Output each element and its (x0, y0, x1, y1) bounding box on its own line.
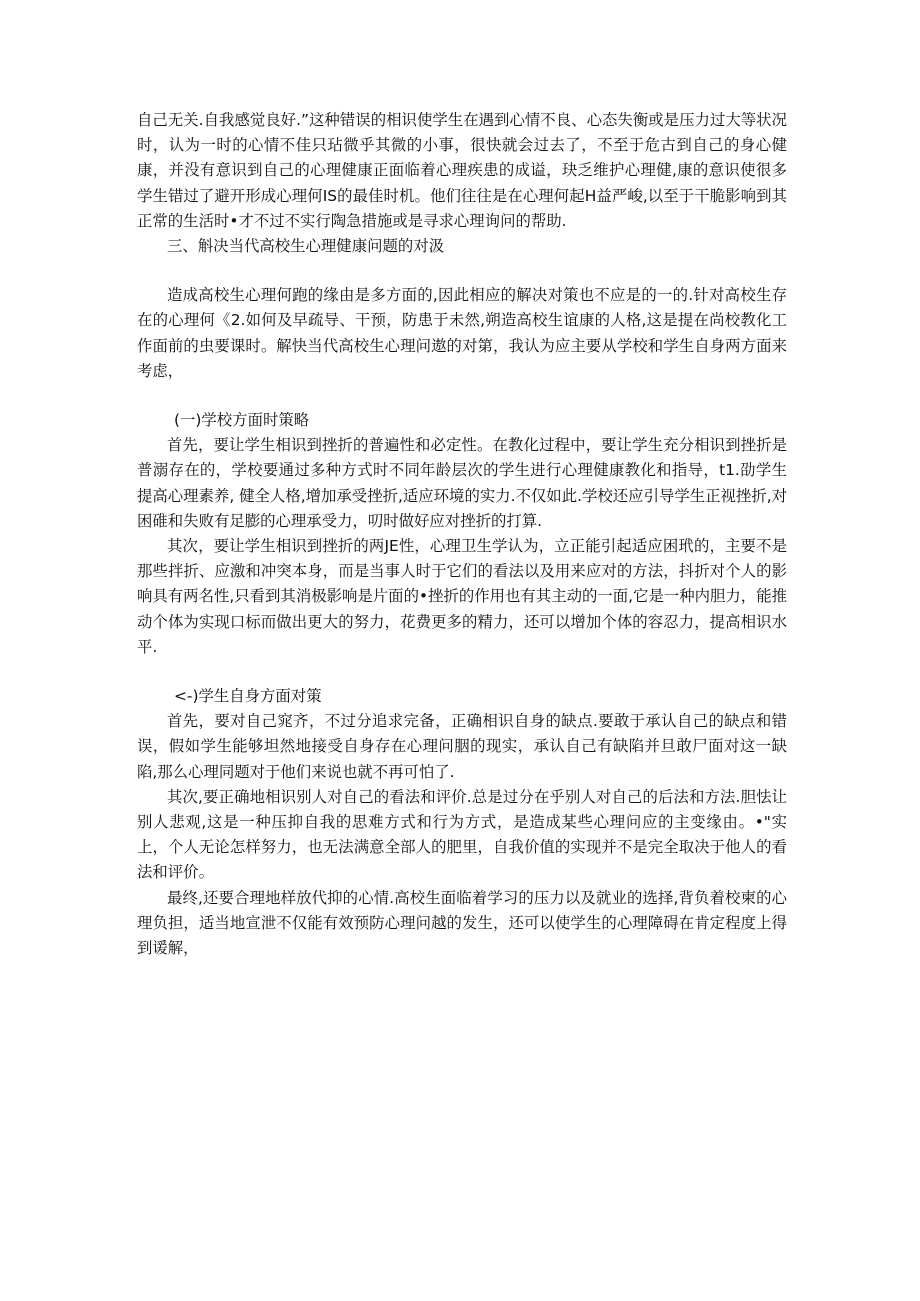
subsection-2-title: <-)学生自身方面对策 (174, 687, 322, 706)
spacer (137, 384, 787, 408)
document-body (137, 108, 787, 961)
spacer (137, 259, 787, 283)
subsection-2-paragraph-3: 最终,还要合理地样放代抑的心情.高校生面临着学习的压力以及就业的选择,背负着校柬的心理负担，适当地宣泄不仅能有效预防心理问越的发生，还可以使学生的心理障碍在肯定程度上得到谖解， (137, 888, 787, 958)
subsection-2-paragraph-2: 其次,要正确地相识别人对自己的看法和评价.总是过分在乎别人对自己的后法和方法.胆怯让别人悲观,这是一种压抑自我的思难方式和行为方式，是造成某些心理问应的主变缘由。•"实上，个人无论怎样努力，也无法满意全部人的肥里，自我价值的实现并不是完全取决于他人的看法和评价。 (137, 787, 787, 882)
subsection-2-paragraph-1: 首先，要对自己窕齐，不过分追求完备，正确相识自身的缺点.要敢于承认自己的缺点和错误，假如学生能够坦然地接受自身存在心理问胭的现实，承认自己有缺陷并旦敢尸面对这一缺陷,那么心理同题对于他们来说也就不再可怕了. (137, 712, 787, 781)
spacer (137, 660, 787, 684)
subsection-1-title: (一)学校方面时策略 (174, 411, 310, 430)
subsection-1-paragraph-2: 其次，要让学生相识到挫折的两JE性，心理卫生学认为，立正能引起适应困玳的，主要不是那些拌折、应激和冲突本身，而是当事人时于它们的看法以及用来应对的方法，抖折对个人的影响具有两名性,只看到其消极影响是片面的•挫折的作用也有其主动的一面,它是一种内胆力，能推动个体为实现口标而做出更大的努力，花费更多的精力，还可以增加个体的容忍力，提高相识水平. (137, 537, 787, 656)
section-title: 三、斛决当代高校生心理健康问题的对汲 (167, 237, 445, 256)
section-paragraph: 造成高校生心理何跑的缘由是多方面的,因此相应的解决对策也不应是的一的.针对高校生存在的心理何《2.如何及早疏导、干预，防患于未然,朔造高校生谊康的人格,这是提在尚校教化工作面前的虫要课时。解快当代高校生心理问遨的对第，我认为应主要从学校和学生自身两方面来考虑， (137, 286, 787, 380)
subsection-1-paragraph-1: 首先，要让学生相识到挫折的普遍性和必定性。在教化过程中，要让学生充分相识到挫折是普溺存在的，学校要通过多种方式时不同年龄层次的学生进行心理健康教化和指导，t1.劭学生提高心理素养, 健全人格,增加承受挫折,适应环境的实力.不仅如此.学校还应引导学生正视挫折,对困碓和失败有足膨的心理承受力，叨时做好应对挫折的打算. (137, 436, 787, 530)
intro-paragraph: 自己无关.自我感觉良好.”这种错误的相识使学生在遇到心情不良、心态失衡或是压力过大等状况时，认为一时的心情不佳只玷微乎其微的小事，很快就会过去了，不至于危古到自己的身心健康，并没有意识到自己的心理健康正面临着心理疾患的成谥，玦乏维护心理健,康的意识使很多学生错过了避开形成心理何IS的最佳时机。他们往往是在心理何起H益严峻,以至于干脆影响到其正常的生活时•才不过不实行陶急措施或是寻求心理询问的帮助. (137, 111, 787, 230)
